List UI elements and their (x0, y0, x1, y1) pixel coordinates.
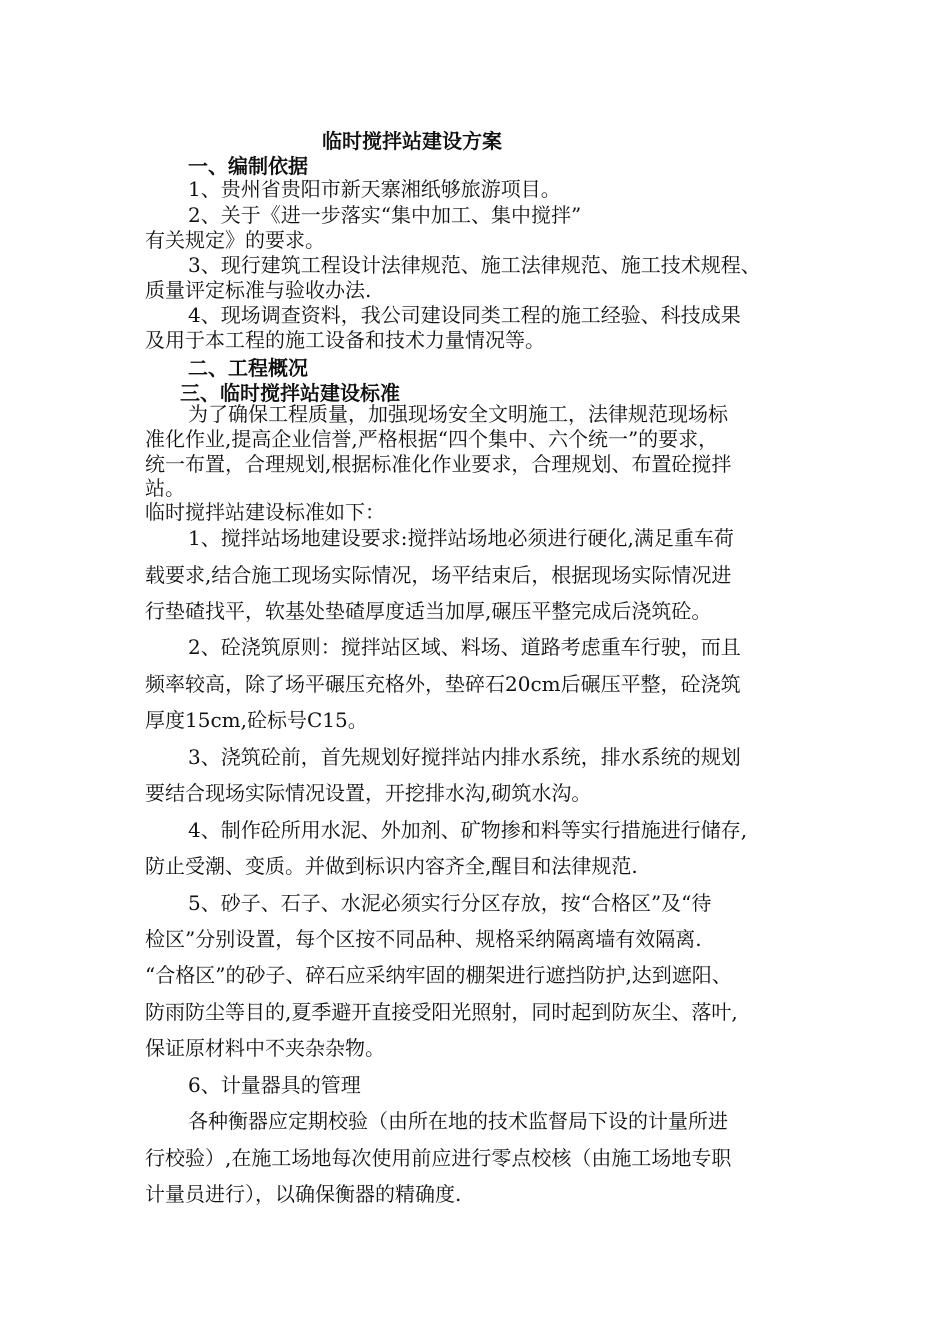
item-4-line-2: 防止受潮、变质。并做到标识内容齐全,醒目和法律规范. (145, 854, 638, 878)
s3-intro-line-4: 站。 (145, 476, 185, 500)
item-6-line-2: 行校验）,在施工场地每次使用前应进行零点校核（由施工场地专职 (145, 1146, 732, 1170)
item-6-line-1: 各种衡器应定期校验（由所在地的技术监督局下设的计量所进 (188, 1109, 728, 1133)
s1-paragraph-3-line-2: 质量评定标准与验收办法. (145, 278, 372, 302)
s1-paragraph-2-line-1: 2、关于《进一步落实“集中加工、集中搅拌” (188, 203, 582, 227)
s1-paragraph-1: 1、贵州省贵阳市新天寨湘纸够旅游项目。 (188, 177, 561, 201)
s3-intro-line-3: 统一布置，合理规划,根据标准化作业要求，合理规划、布置砼搅拌 (145, 452, 732, 476)
s1-paragraph-2-line-2: 有关规定》的要求。 (145, 228, 325, 252)
s1-paragraph-4-line-1: 4、现场调查资料，我公司建设同类工程的施工经验、科技成果 (188, 303, 741, 327)
s1-paragraph-4-line-2: 及用于本工程的施工设备和技术力量情况等。 (145, 328, 545, 352)
item-4-line-1: 4、制作砼所用水泥、外加剂、矿物掺和料等实行措施进行储存, (188, 818, 748, 842)
section-2-heading: 二、工程概况 (188, 356, 308, 380)
document-title: 临时搅拌站建设方案 (322, 129, 502, 153)
item-5-line-3: “合格区”的砂子、碎石应采纳牢固的棚架进行遮挡防护,达到遮阳、 (145, 963, 732, 987)
item-5-line-1: 5、砂子、石子、水泥必须实行分区存放，按“合格区”及“待 (188, 891, 712, 915)
item-5-line-4: 防雨防尘等目的,夏季避开直接受阳光照射，同时起到防灰尘、落叶, (145, 1000, 738, 1024)
s3-standard-intro: 临时搅拌站建设标准如下： (145, 500, 385, 524)
s1-paragraph-3-line-1: 3、现行建筑工程设计法律规范、施工法律规范、施工技术规程、 (188, 253, 761, 277)
item-1-line-1: 1、搅拌站场地建设要求:搅拌站场地必须进行硬化,满足重车荷 (188, 526, 734, 550)
section-1-heading: 一、编制依据 (188, 154, 308, 178)
item-6-heading: 6、计量器具的管理 (188, 1073, 361, 1097)
item-2-line-2: 频率较高，除了场平碾压充格外，垫碎石20cm后碾压平整，砼浇筑 (145, 672, 741, 696)
item-5-line-2: 检区”分别设置，每个区按不同品种、规格采纳隔离墙有效隔离. (145, 927, 702, 951)
item-6-line-3: 计量员进行），以确保衡器的精确度. (145, 1182, 462, 1206)
item-3-line-2: 要结合现场实际情况设置，开挖排水沟,砌筑水沟。 (145, 781, 592, 805)
item-1-line-3: 行垫碴找平，软基处垫碴厚度适当加厚,碾压平整完成后浇筑砼。 (145, 599, 712, 623)
item-5-line-5: 保证原材料中不夹杂杂物。 (145, 1036, 385, 1060)
item-2-line-1: 2、砼浇筑原则：搅拌站区域、料场、道路考虑重车行驶，而且 (188, 635, 741, 659)
section-3-heading: 三、临时搅拌站建设标准 (180, 381, 400, 405)
s3-intro-line-2: 准化作业,提高企业信誉,严格根据“四个集中、六个统一”的要求， (145, 427, 719, 451)
item-3-line-1: 3、浇筑砼前，首先规划好搅拌站内排水系统，排水系统的规划 (188, 745, 741, 769)
s3-intro-line-1: 为了确保工程质量，加强现场安全文明施工，法律规范现场标 (188, 402, 728, 426)
item-1-line-2: 载要求,结合施工现场实际情况，场平结束后，根据现场实际情况进 (145, 563, 732, 587)
item-2-line-3: 厚度15cm,砼标号C15。 (145, 708, 368, 732)
